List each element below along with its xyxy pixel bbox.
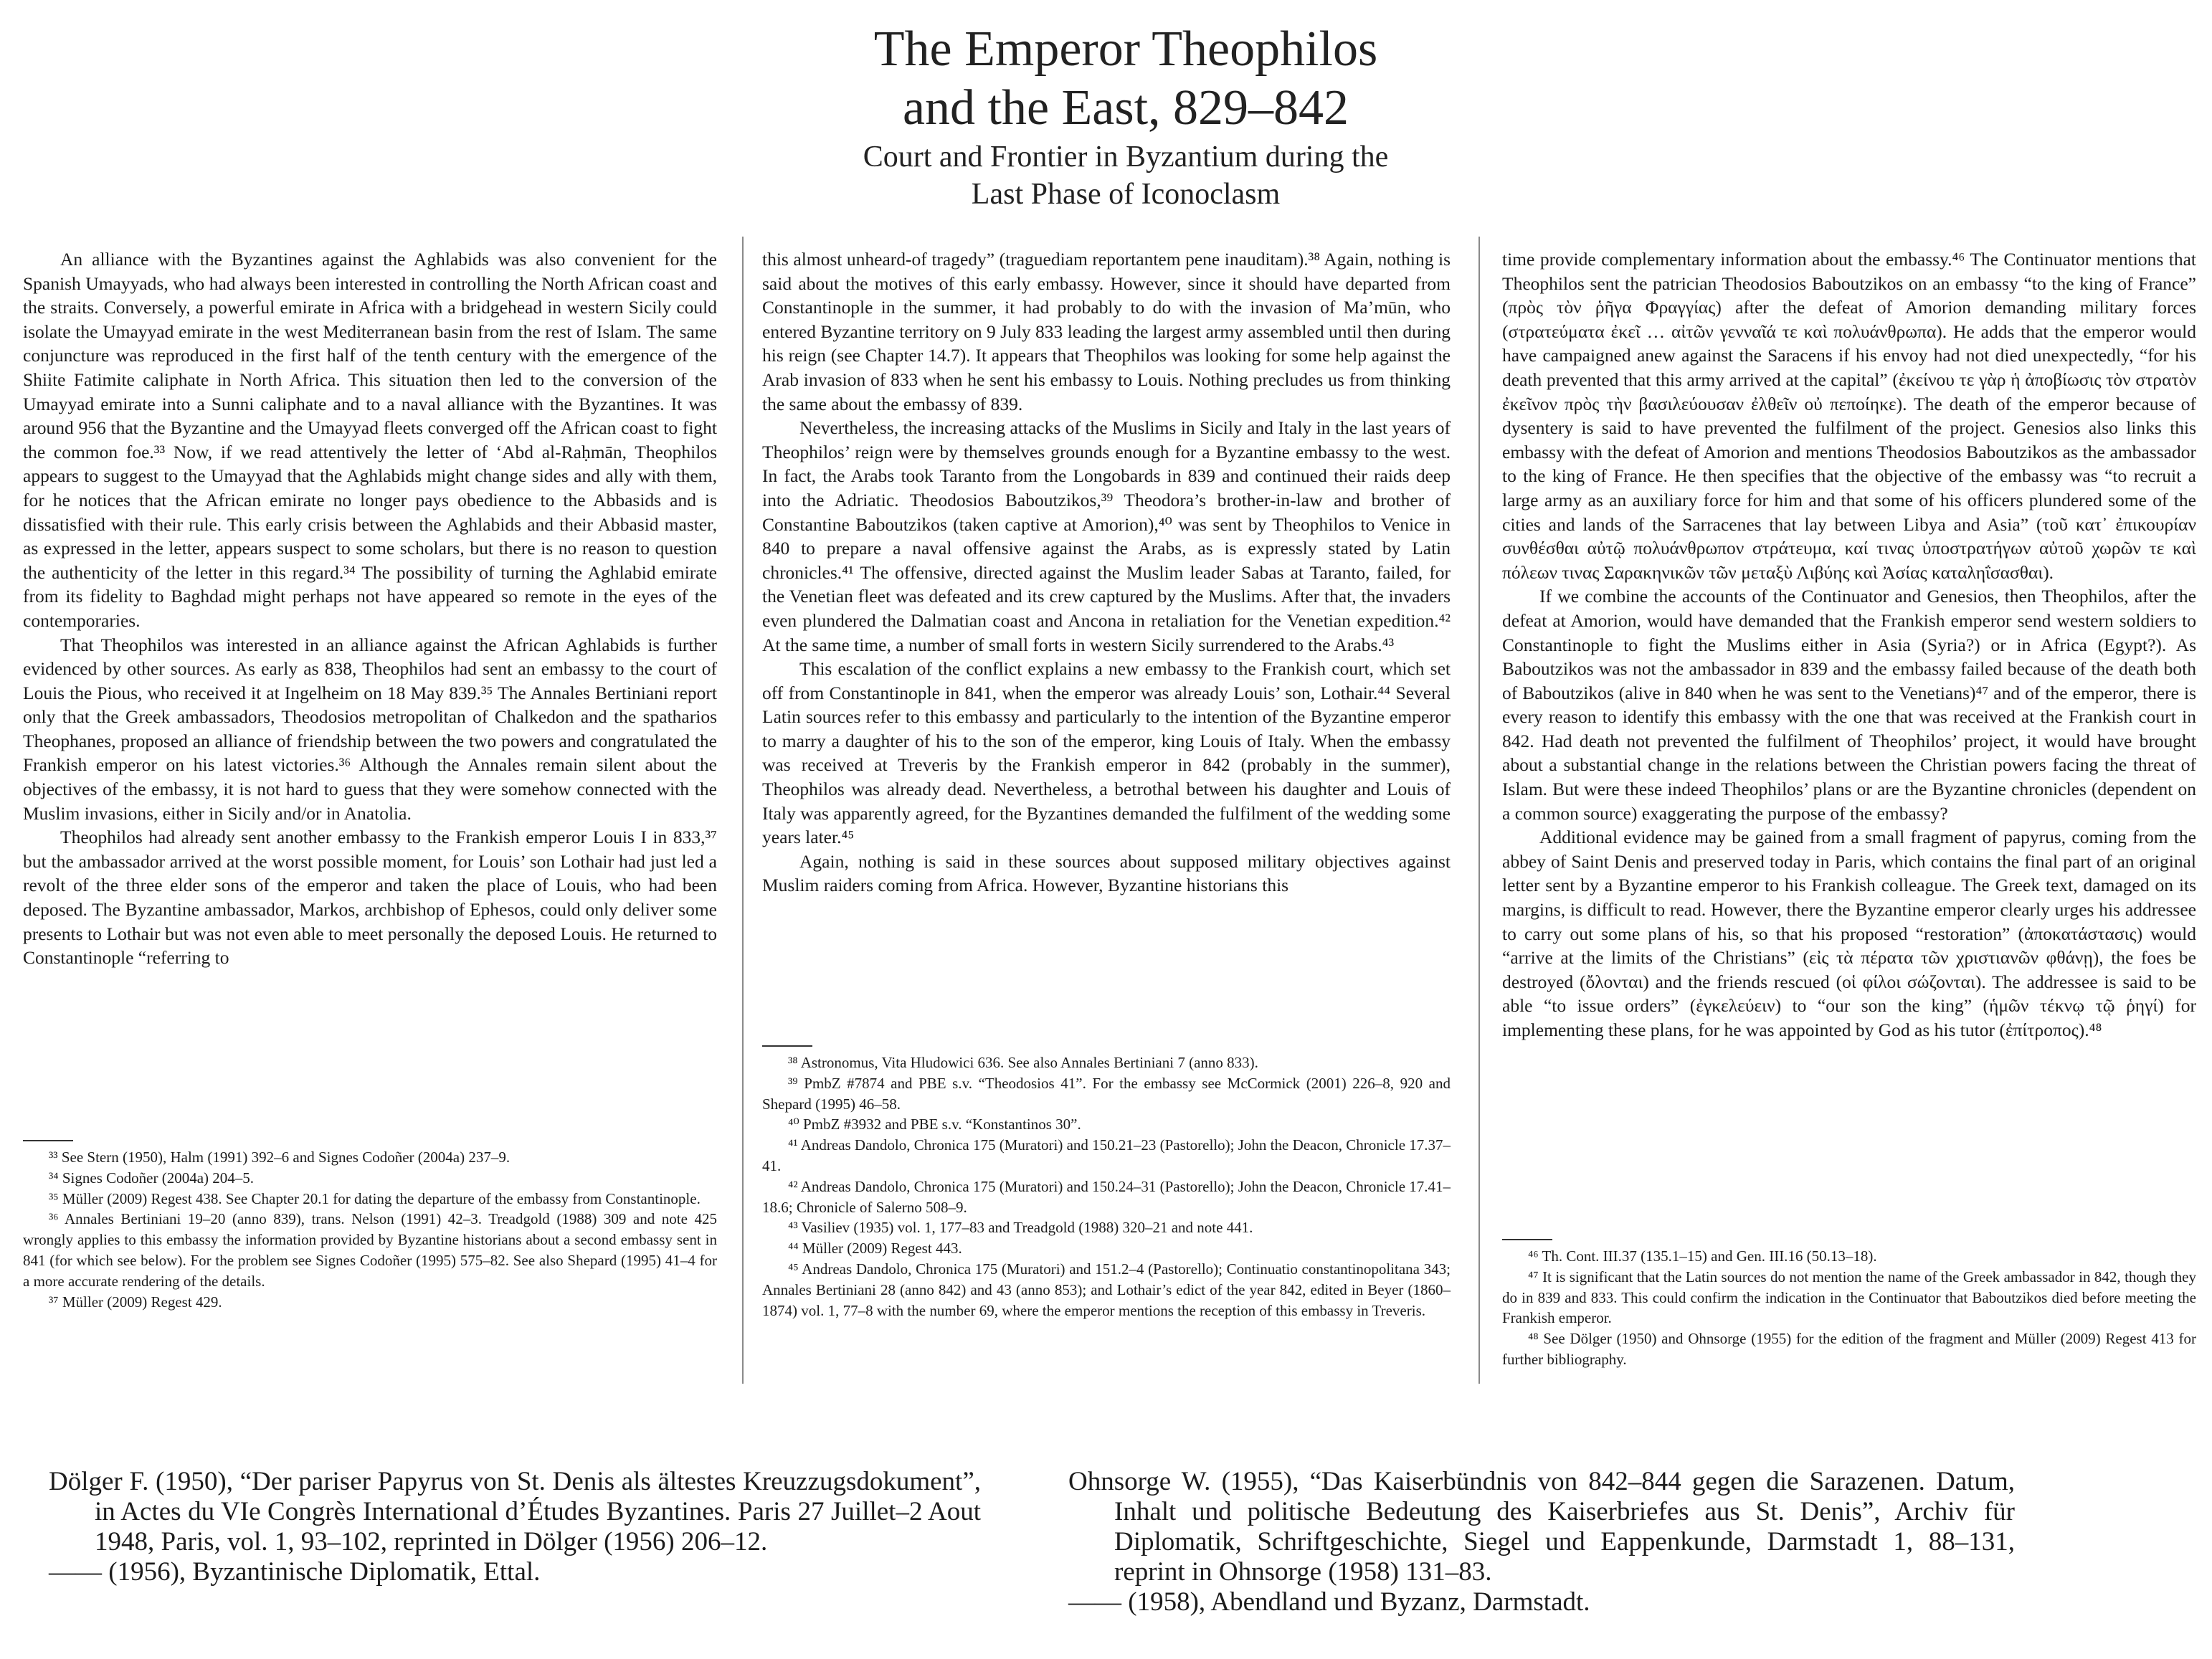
column-divider bbox=[742, 237, 744, 1384]
bibliography-left bbox=[49, 1467, 981, 1587]
body-paragraph: This escalation of the conflict explains a new embassy to the Frankish court, which set off from Constantinople in 841, when the emperor was already Louis’ son, Lothair.⁴⁴ Several Latin sources refer to this embassy and particularly to the intention of the Byzantine emperor to marry a daughter of his to the son of the emperor, king Louis of Italy. When the embassy was received at Treveris by the Frankish emperor in 842 (probably in the summer), Theophilos was already dead. Nevertheless, a betrothal between his daughter and Louis of Italy was apparently agreed, for the Byzantines demanded the fulfilment of the wedding some years later.⁴⁵ bbox=[762, 658, 1451, 848]
body-paragraph: this almost unheard-of tragedy” (traguediam reportantem pene inauditam).³⁸ Again, nothing is said about the motives of this early embassy. However, since it should have departed from Constantinople in the summer, it had probably to do with the invasion of Ma’mūn, who entered Byzantine territory on 9 July 833 leading the largest army assembled until then during his reign (see Chapter 14.7). It appears that Theophilos was looking for some help against the Arab invasion of 833 when he sent his embassy to Louis. Nothing precludes us from thinking the same about the embassy of 839. bbox=[762, 249, 1451, 414]
footnotes-column-1 bbox=[23, 1147, 717, 1312]
footnote: ⁴⁷ It is significant that the Latin sources do not mention the name of the Greek ambassador in 842, though they do in 839 and 833. This could confirm the indication in the Continuator that Baboutzikos died before meeting the Frankish emperor. bbox=[1502, 1268, 2196, 1327]
footnote: ⁴⁵ Andreas Dandolo, Chronica 175 (Muratori) and 151.2–4 (Pastorello); Continuatio constantinopolitana 343; Annales Bertiniani 28 (anno 842) and 43 (anno 853); and Lothair’s edict of the year 842, edited in Beyer (1860–1874) vol. 1, 77–8 with the number 69, where the emperor mentions the reception of this embassy in Treveris. bbox=[762, 1260, 1451, 1319]
footnote-rule bbox=[1502, 1239, 1552, 1240]
footnote: ³³ See Stern (1950), Halm (1991) 392–6 and Signes Codoñer (2004a) 237–9. bbox=[49, 1149, 511, 1166]
book-title-line-1: The Emperor Theophilos bbox=[873, 22, 1378, 77]
body-paragraph: time provide complementary information about the embassy.⁴⁶ The Continuator mentions that Theophilos sent the patrician Theodosios Baboutzikos on an embassy “to the king of France” (πρὸς τὸν ῥῆγα Φραγγίας) after the defeat of Amorion demanding military forces (στρατεύματα ἐκεῖ … αἰτῶν γενναῖά τε καὶ πολυάνθρωπα). He adds that the emperor would have campaigned anew against the Saracens if his envoy had not died unexpectedly, “for his death prevented that this army arrived at the capital” (ἐκείνου τε γὰρ ἡ ἀποβίωσις τὸν στρατὸν ἐκεῖνον πρὸς τὴν βασιλεύουσαν ἐλθεῖν οὐ πεποίηκε). The death of the emperor because of dysentery is said to have prevented the fulfilment of the project. Genesios also links this embassy with the defeat of Amorion and mentions Theodosios Baboutzikos as the ambassador to the king of France. He then specifies that the objective of the embassy was “to recruit a large army as an auxiliary force for him and that some of his officers plundered some of the cities and lands of the Sarracenes that lay between Libya and Asia” (τοῦ κατ᾽ ἐπικουρίαν συνθέσθαι αὐτῷ πολυάνθρωπον στράτευμα, καί τινας ὑποστρατήγων αὐτοῦ χωρῶν τε καὶ πόλεων τινας Σαρακηνικῶν τῶν μεταξὺ Λιβύης καὶ Ἀσίας καταληΐσασθαι). bbox=[1502, 249, 2196, 583]
footnote: ³⁶ Annales Bertiniani 19–20 (anno 839), trans. Nelson (1991) 42–3. Treadgold (1988) 309 and note 425 wrongly applies to this embassy the information provided by Byzantine historians about a second embassy sent in 841 (for which see below). For the problem see Signes Codoñer (1995) 575–82. See also Shepard (1995) 41–4 for a more accurate rendering of the details. bbox=[23, 1210, 717, 1290]
body-paragraph: If we combine the accounts of the Continuator and Genesios, then Theophilos, after the defeat at Amorion, would have demanded that the Frankish emperor send western soldiers to Constantinople to fight the Muslims either in Asia (Syria?) or in Africa (Egypt?). As Baboutzikos was not the ambassador in 839 and the embassy failed because of the death both of Baboutzikos (alive in 840 when he was sent to the Venetians)⁴⁷ and of the emperor, there is every reason to identify this embassy with the one that was received at the Frankish court in 842. Had death not prevented the fulfilment of Theophilos’ project, it would have brought about a substantial change in the relations between the Christian powers facing the threat of Islam. But were these indeed Theophilos’ plans or are the Byzantine chronicles (dependent on a common source) exaggerating the purpose of the embassy? bbox=[1502, 586, 2196, 824]
footnote: ⁴¹ Andreas Dandolo, Chronica 175 (Muratori) and 150.21–23 (Pastorello); John the Deacon, Chronicle 17.37–41. bbox=[762, 1136, 1451, 1174]
book-subtitle-line-2: Last Phase of Iconoclasm bbox=[971, 178, 1281, 211]
column-divider bbox=[1478, 237, 1480, 1384]
body-paragraph: Nevertheless, the increasing attacks of the Muslims in Sicily and Italy in the last years of Theophilos’ reign were by themselves grounds enough for a Byzantine embassy to the west. In fact, the Arabs took Taranto from the Longobards in 839 and continued their raids deep into the Adriatic. Theodosios Baboutzikos,³⁹ Theodora’s brother-in-law and brother of Constantine Baboutzikos (taken captive at Amorion),⁴⁰ was sent by Theophilos to Venice in 840 to prepare a naval offensive against the Arabs, as is expressly stated by Latin chronicles.⁴¹ The offensive, directed against the Muslim leader Sabas at Taranto, failed, for the Venetian fleet was defeated and its crew captured by the Muslims. After that, the invaders even plundered the Dalmatian coast and Ancona in retaliation for the Venetian expedition.⁴² At the same time, a number of small forts in western Sicily surrendered to the Arabs.⁴³ bbox=[762, 417, 1451, 655]
body-paragraph: Again, nothing is said in these sources about supposed military objectives against Muslim raiders coming from Africa. However, Byzantine historians this bbox=[762, 850, 1451, 896]
footnote: ⁴⁴ Müller (2009) Regest 443. bbox=[788, 1240, 962, 1258]
bibliography-right bbox=[1068, 1467, 2015, 1617]
footnote: ³⁸ Astronomus, Vita Hludowici 636. See also Annales Bertiniani 7 (anno 833). bbox=[788, 1054, 1258, 1071]
footnote: ⁴³ Vasiliev (1935) vol. 1, 177–83 and Treadgold (1988) 320–21 and note 441. bbox=[788, 1219, 1253, 1237]
body-paragraph: That Theophilos was interested in an alliance against the African Aghlabids is further evidenced by other sources. As early as 838, Theophilos had sent an embassy to the court of Louis the Pious, who received it at Ingelheim on 18 May 839.³⁵ The Annales Bertiniani report only that the Greek ambassadors, Theodosios metropolitan of Chalkedon and the spatharios Theophanes, proposed an alliance of friendship between the two powers and congratulated the Frankish emperor on his latest victories.³⁶ Although the Annales remain silent about the objectives of the embassy, it is not hard to guess that they were somehow connected with the Muslim invasions, either in Sicily and/or in Anatolia. bbox=[23, 634, 717, 824]
footnote-rule bbox=[23, 1140, 73, 1141]
book-title-line-2: and the East, 829–842 bbox=[902, 80, 1349, 136]
text-column-1 bbox=[23, 247, 717, 970]
footnote: ⁴⁶ Th. Cont. III.37 (135.1–15) and Gen. III.16 (50.13–18). bbox=[1528, 1247, 1877, 1265]
book-title-block bbox=[717, 20, 1534, 212]
body-paragraph: Additional evidence may be gained from a small fragment of papyrus, coming from the abbey of Saint Denis and preserved today in Paris, which contains the final part of an original letter sent by a Byzantine emperor to his Frankish colleague. The Greek text, damaged on its margins, is difficult to read. However, there the Byzantine emperor clearly urges his addressee to carry out some plans of his, so that his proposed “restoration” (ἀποκατάστασις) would “arrive at the limits of the Christians” (εἰς τὰ πέρατα τῶν χριστιανῶν φθάνῃ), the foes be destroyed (ὄλονται) and the friends rescued (οἱ φίλοι σώζονται). The addressee is said to be able “to issue orders” (ἐγκελεύειν) to “our son the king” (ἡμῶν τέκνῳ τῷ ῥηγί) for implementing these plans, for he was appointed by God as his tutor (ἐπίτροπος).⁴⁸ bbox=[1502, 827, 2196, 1040]
text-column-2 bbox=[762, 247, 1451, 898]
text-column-3 bbox=[1502, 247, 2196, 1042]
book-subtitle-line-1: Court and Frontier in Byzantium during the bbox=[863, 141, 1389, 173]
footnotes-column-3 bbox=[1502, 1246, 2196, 1370]
bibliography-entry: —— (1958), Abendland und Byzanz, Darmstadt. bbox=[1068, 1587, 1590, 1617]
footnote: ⁴⁸ See Dölger (1950) and Ohnsorge (1955) for the edition of the fragment and Müller (2009) Regest 413 for further bibliography. bbox=[1502, 1330, 2196, 1368]
footnote: ³⁹ PmbZ #7874 and PBE s.v. “Theodosios 41”. For the embassy see McCormick (2001) 226–8, 920 and Shepard (1995) 46–58. bbox=[762, 1074, 1451, 1113]
body-paragraph: An alliance with the Byzantines against the Aghlabids was also convenient for the Spanish Umayyads, who had always been interested in controlling the North African coast and the straits. Conversely, a powerful emirate in Africa with a bridgehead in western Sicily could isolate the Umayyad emirate in the west Mediterranean basin from the rest of Islam. The same conjuncture was reproduced in the first half of the tenth century with the emergence of the Shiite Fatimite caliphate in North Africa. This situation then led to the conversion of the Umayyad emirate into a Sunni caliphate and to a naval alliance with the Byzantines. It was around 956 that the Byzantine and the Umayyad fleets converged off the African coast to fight the common foe.³³ Now, if we read attentively the letter of ‘Abd al-Raḥmān, Theophilos appears to suggest to the Umayyad that the Aghlabids might change sides and ally with them, for he notices that the African emirate no longer pays obedience to the Abbasids and is dissatisfied with their rule. This early crisis between the Aghlabids and their Abbasid master, as expressed in the letter, appears suspect to some scholars, but there is no reason to question the authenticity of the letter in this regard.³⁴ The possibility of turning the Aghlabid emirate from its fidelity to Baghdad might perhaps not have appeared so remote in the eyes of the contemporaries. bbox=[23, 249, 717, 631]
footnotes-column-2 bbox=[762, 1052, 1451, 1321]
footnote: ³⁵ Müller (2009) Regest 438. See Chapter 20.1 for dating the departure of the embassy from Constantinople. bbox=[49, 1189, 701, 1207]
footnote: ³⁷ Müller (2009) Regest 429. bbox=[49, 1293, 222, 1311]
bibliography-entry: Ohnsorge W. (1955), “Das Kaiserbündnis von 842–844 gegen die Sarazenen. Datum, Inhalt und politische Bedeutung des Kaiserbriefes aus St. Denis”, Archiv für Diplomatik, Schriftgeschichte, Siegel und Eappenkunde, Darmstadt 1, 88–131, reprint in Ohnsorge (1958) 131–83. bbox=[1068, 1467, 2015, 1587]
body-paragraph: Theophilos had already sent another embassy to the Frankish emperor Louis I in 833,³⁷ but the ambassador arrived at the worst possible moment, for Louis’ son Lothair had just led a revolt of the three elder sons of the emperor and taken the place of Louis, who had been deposed. The Byzantine ambassador, Markos, archbishop of Ephesos, could only deliver some presents to Lothair but was not even able to meet personally the deposed Louis. He returned to Constantinople “referring to bbox=[23, 827, 717, 969]
bibliography-entry: —— (1956), Byzantinische Diplomatik, Ettal. bbox=[49, 1557, 541, 1587]
footnote: ⁴⁰ PmbZ #3932 and PBE s.v. “Konstantinos 30”. bbox=[788, 1116, 1081, 1133]
footnote: ⁴² Andreas Dandolo, Chronica 175 (Muratori) and 150.24–31 (Pastorello); John the Deacon, Chronicle 17.41–18.6; Chronicle of Salerno 508–9. bbox=[762, 1177, 1451, 1216]
footnote-rule bbox=[762, 1045, 812, 1047]
bibliography-entry: Dölger F. (1950), “Der pariser Papyrus von St. Denis als ältestes Kreuzzugsdokument”, in Actes du VIe Congrès International d’Études Byzantines. Paris 27 Juillet–2 Aout 1948, Paris, vol. 1, 93–102, reprinted in Dölger (1956) 206–12. bbox=[49, 1467, 981, 1556]
footnote: ³⁴ Signes Codoñer (2004a) 204–5. bbox=[49, 1169, 255, 1187]
